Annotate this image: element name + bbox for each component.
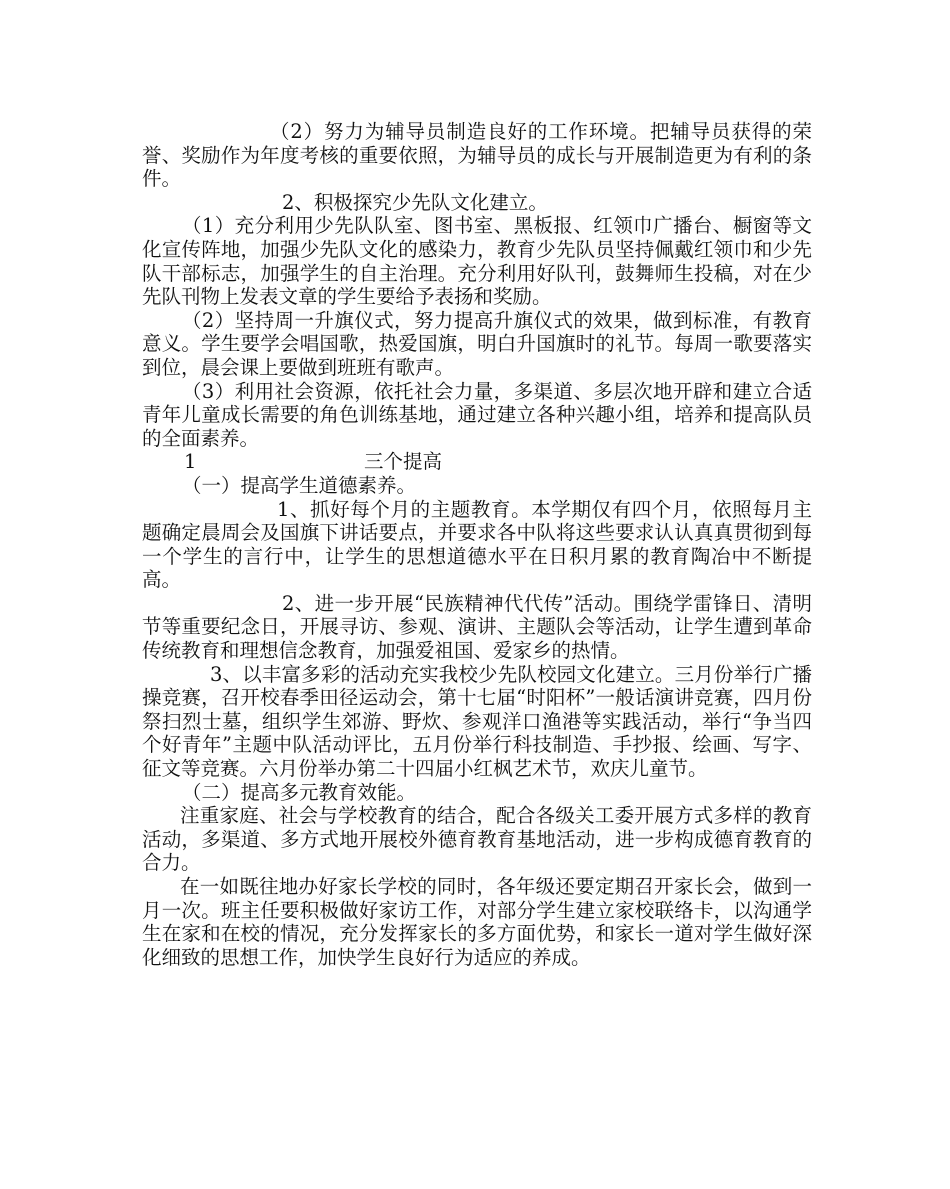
paragraph: 在一如既往地办好家长学校的同时，各年级还要定期召开家长会，做到一月一次。班主任要积极做好家访工作，对部分学生建立家校联络卡，以沟通学生在家和在校的情况，充分发挥家长的多方面优势，和家长一道对学生做好深化细致的思想工作，加快学生良好行为适应的养成。 — [142, 875, 812, 969]
paragraph: 注重家庭、社会与学校教育的结合，配合各级关工委开展方式多样的教育活动，多渠道、多方式地开展校外德育教育基地活动，进一步构成德育教育的合力。 — [142, 804, 812, 875]
paragraph: 2、进一步开展“民族精神代代传”活动。围绕学雷锋日、清明节等重要纪念日，开展寻访、参观、演讲、主题队会等活动，让学生遭到革命传统教育和理想信念教育，加强爱祖国、爱家乡的热情。 — [142, 591, 812, 663]
section-heading-number: 1 — [184, 450, 197, 474]
paragraph: 2、积极探究少先队文化建立。 — [282, 190, 548, 214]
paragraph: 3、以丰富多彩的活动充实我校少先队校园文化建立。三月份举行广播操竞赛，召开校春季田径运动会，第十七届“时阳杯”一般话演讲竞赛，四月份祭扫烈士墓，组织学生郊游、野炊、参观洋口渔港等实践活动，举行“争当四个好青年”主题中队活动评比，五月份举行科技制造、手抄报、绘画、写字、征文等竞赛。六月份举办第二十四届小红枫艺术节，欢庆儿童节。 — [142, 662, 812, 781]
section-heading — [142, 450, 812, 474]
paragraph: （2）努力为辅导员制造良好的工作环境。把辅导员获得的荣誉、奖励作为年度考核的重要依照，为辅导员的成长与开展制造更为有利的条件。 — [142, 120, 812, 191]
paragraph: 1、抓好每个月的主题教育。本学期仅有四个月，依照每月主题确定晨周会及国旗下讲话要点，并要求各中队将这些要求认认真真贯彻到每一个学生的言行中，让学生的思想道德水平在日积月累的教育陶冶中不断提高。 — [142, 497, 812, 592]
document-body — [142, 120, 812, 969]
section-heading-title: 三个提高 — [364, 450, 443, 474]
paragraph: （3）利用社会资源，依托社会力量，多渠道、多层次地开辟和建立合适青年儿童成长需要的角色训练基地，通过建立各种兴趣小组，培养和提高队员的全面素养。 — [142, 379, 812, 450]
paragraph: （2）坚持周一升旗仪式，努力提高升旗仪式的效果，做到标准，有教育意义。学生要学会唱国歌，热爱国旗，明白升国旗时的礼节。每周一歌要落实到位，晨会课上要做到班班有歌声。 — [142, 308, 812, 379]
subsection-heading: （二）提高多元教育效能。 — [182, 780, 417, 804]
paragraph: （1）充分利用少先队队室、图书室、黑板报、红领巾广播台、橱窗等文化宣传阵地，加强少先队文化的感染力，教育少先队员坚持佩戴红领巾和少先队干部标志，加强学生的自主治理。充分利用好队刊，鼓舞师生投稿，对在少先队刊物上发表文章的学生要给予表扬和奖励。 — [142, 214, 812, 309]
subsection-heading: （一）提高学生道德素养。 — [182, 473, 417, 497]
